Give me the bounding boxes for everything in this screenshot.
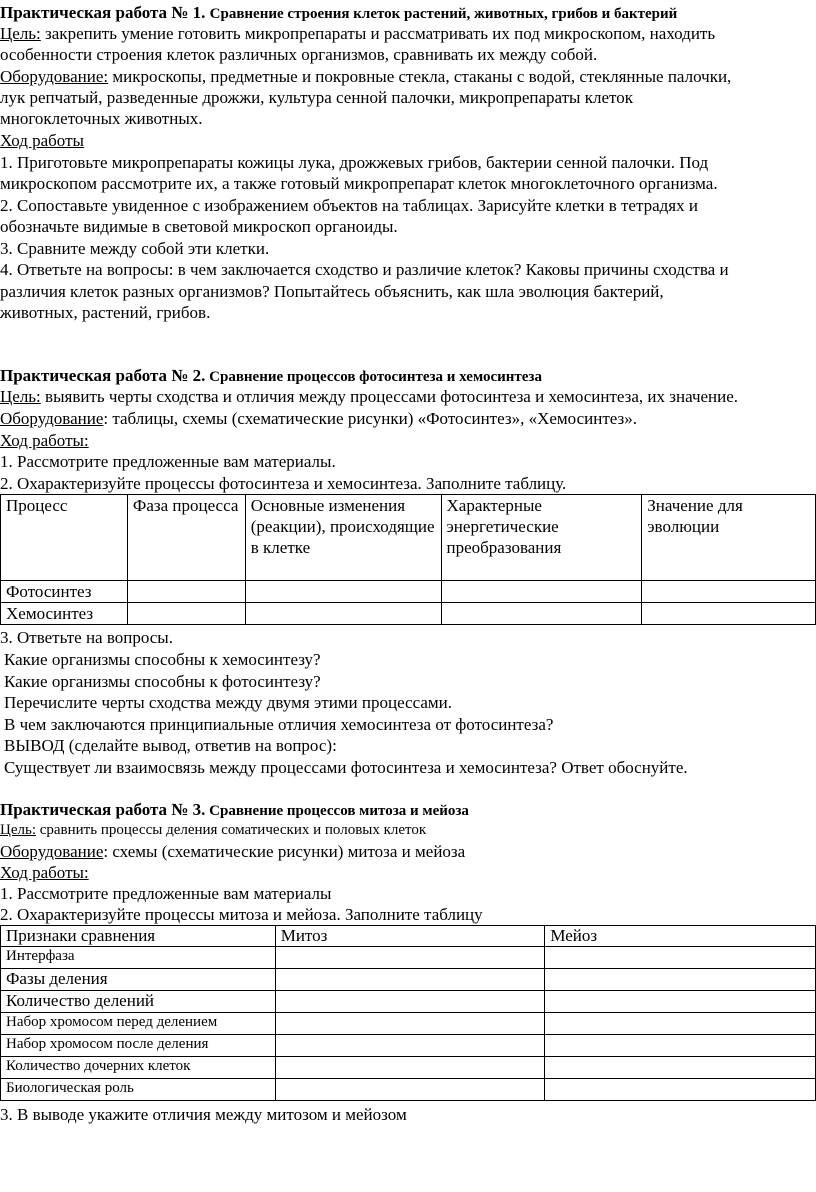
work3-step1: 1. Рассмотрите предложенные вам материалы: [0, 884, 332, 903]
work1-equip-label: Оборудование:: [0, 67, 109, 86]
table-cell: [275, 1057, 545, 1079]
work2-question-3: Перечислите черты сходства между двумя этими процессами.: [4, 693, 453, 712]
work2-equip-label: Оборудование: [0, 409, 104, 428]
work1-equip-line3: многоклеточных животных.: [0, 109, 203, 128]
header-cell: Значение для эволюции: [642, 495, 816, 581]
work3-progress-label: Ход работы:: [0, 863, 89, 882]
work3-equip-label: Оборудование: [0, 842, 104, 861]
work2-question-2: Какие организмы способны к фотосинтезу?: [4, 672, 321, 691]
work1-title-prefix: Практическая работа № 1.: [0, 3, 206, 22]
row-label: Интерфаза: [1, 947, 276, 969]
work2-equipment: [0, 408, 637, 429]
table-cell: [275, 969, 545, 991]
work1-step1-line2: микроскопом рассмотрите их, а также готовый микропрепарат клеток многоклеточного организма.: [0, 174, 718, 193]
work1-step2-line1: 2. Сопоставьте увиденное с изображением объектов на таблицах. Зарисуйте клетки в тетрадях и: [0, 196, 698, 215]
table-row: [1, 1013, 816, 1035]
work2-question-1: Какие организмы способны к хемосинтезу?: [4, 650, 321, 669]
table-row: [1, 1035, 816, 1057]
table-row: [1, 947, 816, 969]
table-cell: [545, 947, 816, 969]
table-cell: [545, 969, 816, 991]
work3-title-topic: Сравнение процессов митоза и мейоза: [205, 803, 469, 819]
work1-progress-label: Ход работы: [0, 131, 84, 150]
table-cell: [642, 581, 816, 603]
row-label: Фазы деления: [1, 969, 276, 991]
header-cell: Признаки сравнения: [1, 926, 276, 947]
table-cell: [642, 603, 816, 625]
work1-equip-line2: лук репчатый, разведенные дрожжи, культура сенной палочки, микропрепараты клеток: [0, 88, 633, 107]
work1-goal-label: Цель:: [0, 24, 41, 43]
row-label: Биологическая роль: [1, 1079, 276, 1101]
work2-title: [0, 365, 542, 388]
work1-step4-line3: животных, растений, грибов.: [0, 303, 211, 322]
work3-equip-text: : схемы (схематические рисунки) митоза и мейоза: [103, 842, 466, 861]
work2-title-prefix: Практическая работа № 2.: [0, 366, 206, 385]
table-cell: [127, 603, 245, 625]
work2-goal-text: выявить черты сходства и отличия между процессами фотосинтеза и хемосинтеза, их значение.: [40, 387, 739, 406]
work1-step2-line2: обозначьте видимые в световой микроскоп органоиды.: [0, 217, 398, 236]
table-cell: [545, 1013, 816, 1035]
work3-goal-text: сравнить процессы деления соматических и половых клеток: [35, 822, 427, 838]
table-cell: [441, 581, 642, 603]
table-row: [1, 1057, 816, 1079]
table-row: [1, 1079, 816, 1101]
table-cell: [545, 1079, 816, 1101]
table-cell: [275, 991, 545, 1013]
work2-table: [0, 494, 816, 625]
row-label: Набор хромосом после деления: [1, 1035, 276, 1057]
header-cell: Митоз: [275, 926, 545, 947]
row-label: Количество дочерних клеток: [1, 1057, 276, 1079]
work2-step1: 1. Рассмотрите предложенные вам материалы.: [0, 452, 336, 471]
work1-step4-line2: различия клеток разных организмов? Попытайтесь объяснить, как шла эволюция бактерий,: [0, 282, 664, 301]
table-cell: [275, 947, 545, 969]
table-cell: [441, 603, 642, 625]
work2-goal-label: Цель:: [0, 387, 41, 406]
work1-goal: [0, 23, 715, 44]
table-cell: [275, 1079, 545, 1101]
work2-step3: 3. Ответьте на вопросы.: [0, 628, 173, 647]
work1-equipment: [0, 66, 731, 87]
work1-goal-line2: особенности строения клеток различных организмов, сравнивать их между собой.: [0, 45, 598, 64]
work1-goal-text: закрепить умение готовить микропрепараты и рассматривать их под микроскопом, находить: [40, 24, 716, 43]
work3-step2: 2. Охарактеризуйте процессы митоза и мейоза. Заполните таблицу: [0, 905, 483, 924]
work2-table-header-row: [1, 495, 816, 581]
work2-progress-label: Ход работы:: [0, 431, 89, 450]
work1-step1-line1: 1. Приготовьте микропрепараты кожицы лука, дрожжевых грибов, бактерии сенной палочки. Под: [0, 153, 709, 172]
header-cell: Мейоз: [545, 926, 816, 947]
work1-title: [0, 2, 677, 25]
work3-step3: 3. В выводе укажите отличия между митозом и мейозом: [0, 1105, 407, 1124]
work2-conclusion: ВЫВОД (сделайте вывод, ответив на вопрос):: [4, 736, 337, 755]
table-row: [1, 991, 816, 1013]
work2-equip-text: : таблицы, схемы (схематические рисунки) «Фотосинтез», «Хемосинтез».: [103, 409, 637, 428]
work1-equip-text: микроскопы, предметные и покровные стекла, стаканы с водой, стеклянные палочки,: [108, 67, 732, 86]
work2-question-4: В чем заключаются принципиальные отличия хемосинтеза от фотосинтеза?: [4, 715, 554, 734]
row-label: Набор хромосом перед делением: [1, 1013, 276, 1035]
work2-question-5: Существует ли взаимосвязь между процессами фотосинтеза и хемосинтеза? Ответ обоснуйте.: [4, 758, 688, 777]
row-label: Фотосинтез: [1, 581, 128, 603]
work1-title-topic: Сравнение строения клеток растений, животных, грибов и бактерий: [209, 6, 678, 22]
table-row: [1, 969, 816, 991]
header-cell: Характерные энергетические преобразования: [441, 495, 642, 581]
header-cell: Основные изменения (реакции), происходящие в клетке: [245, 495, 441, 581]
work2-step2: 2. Охарактеризуйте процессы фотосинтеза и хемосинтеза. Заполните таблицу.: [0, 474, 567, 493]
table-cell: [545, 1057, 816, 1079]
table-row: [1, 603, 816, 625]
table-cell: [245, 581, 441, 603]
header-cell: Фаза процесса: [127, 495, 245, 581]
table-cell: [127, 581, 245, 603]
row-label: Хемосинтез: [1, 603, 128, 625]
work1-step4-line1: 4. Ответьте на вопросы: в чем заключается сходство и различие клеток? Каковы причины сходства и: [0, 260, 729, 279]
work1-step3: 3. Сравните между собой эти клетки.: [0, 239, 270, 258]
table-cell: [545, 1035, 816, 1057]
work3-goal: [0, 820, 426, 841]
table-cell: [545, 991, 816, 1013]
table-row: [1, 581, 816, 603]
table-cell: [275, 1035, 545, 1057]
work3-equipment: [0, 841, 465, 862]
header-cell: Процесс: [1, 495, 128, 581]
work3-title-prefix: Практическая работа № 3.: [0, 800, 206, 819]
work2-goal: [0, 386, 738, 407]
table-cell: [275, 1013, 545, 1035]
row-label: Количество делений: [1, 991, 276, 1013]
work3-table: [0, 925, 816, 1101]
work3-table-header-row: [1, 926, 816, 947]
table-cell: [245, 603, 441, 625]
work2-title-topic: Сравнение процессов фотосинтеза и хемосинтеза: [205, 369, 542, 385]
work3-goal-label: Цель:: [0, 822, 36, 838]
work3-title: [0, 799, 469, 822]
